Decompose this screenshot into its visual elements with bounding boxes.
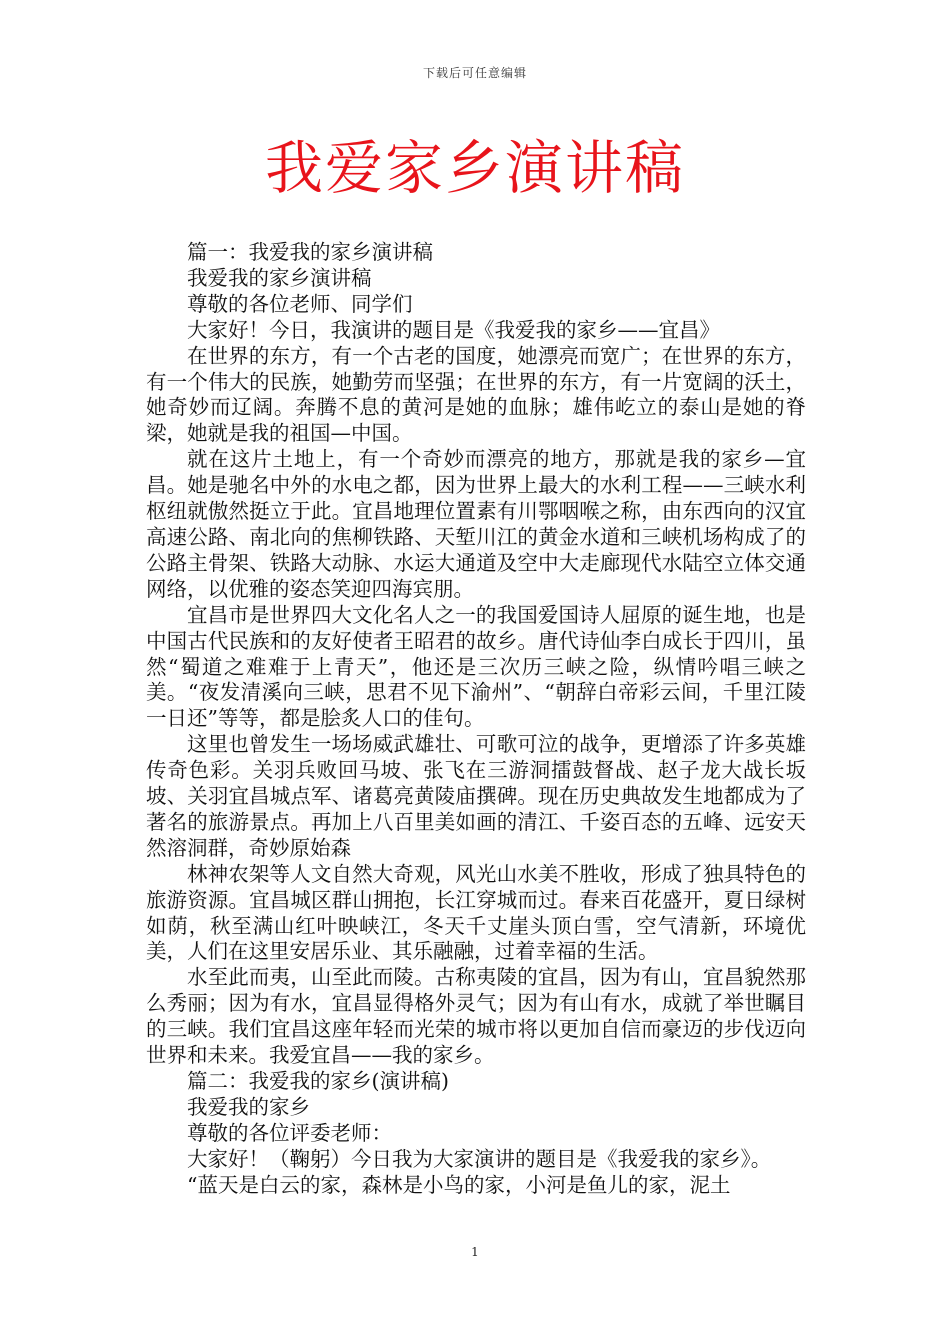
paragraph: 大家好！今日，我演讲的题目是《我爱我的家乡——宜昌》	[187, 317, 720, 342]
paragraph: 我爱我的家乡演讲稿	[187, 265, 372, 290]
document-title: 我爱家乡演讲稿	[264, 134, 685, 202]
paragraph: 篇二：我爱我的家乡(演讲稿)	[187, 1069, 449, 1093]
paragraph: 我爱我的家乡	[187, 1094, 310, 1119]
paragraph: 大家好！（鞠躬）今日我为大家演讲的题目是《我爱我的家乡》。	[187, 1146, 772, 1171]
paragraph: 这里也曾发生一场场威武雄壮、可歌可泣的战争，更增添了许多英雄传奇色彩。关羽兵败回马坡、张飞在三游洞擂鼓督战、赵子龙大战长坂坡、关羽宜昌城点军、诸葛亮黄陵庙撰碑。现在历史典故发生地都成为了著名的旅游景点。再加上八百里美如画的清江、千姿百态的五峰、远安天然溶洞群，奇妙原始森	[146, 732, 806, 860]
header-note: 下载后可任意编辑	[422, 66, 527, 80]
paragraph: 尊敬的各位老师、同学们	[187, 291, 413, 316]
paragraph: 篇一：我爱我的家乡演讲稿	[187, 240, 433, 264]
document-body	[146, 240, 806, 1199]
paragraph: 宜昌市是世界四大文化名人之一的我国爱国诗人屈原的诞生地，也是中国古代民族和的友好使者王昭君的故乡。唐代诗仙李白成长于四川，虽然“蜀道之难难于上青天”，他还是三次历三峡之险，纵情吟唱三峡之美。“夜发清溪向三峡，思君不见下渝州”、“朝辞白帝彩云间，千里江陵一日还”等等，都是脍炙人口的佳句。	[146, 602, 806, 731]
paragraph: 在世界的东方，有一个古老的国度，她漂亮而宽广；在世界的东方，有一个伟大的民族，她勤劳而坚强；在世界的东方，有一片宽阔的沃土，她奇妙而辽阔。奔腾不息的黄河是她的血脉；雄伟屹立的泰山是她的脊梁，她就是我的祖国—中国。	[146, 343, 806, 446]
paragraph: 林神农架等人文自然大奇观，风光山水美不胜收，形成了独具特色的旅游资源。宜昌城区群山拥抱，长江穿城而过。春来百花盛开，夏日绿树如荫，秋至满山红叶映峡江，冬天千丈崖头顶白雪，空气清新，环境优美，人们在这里安居乐业、其乐融融，过着幸福的生活。	[146, 861, 806, 964]
paragraph: 就在这片土地上，有一个奇妙而漂亮的地方，那就是我的家乡—宜昌。她是驰名中外的水电之都，因为世界上最大的水利工程——三峡水利枢纽就傲然挺立于此。宜昌地理位置素有川鄂咽喉之称，由东西向的汉宜高速公路、南北向的焦柳铁路、天堑川江的黄金水道和三峡机场构成了的公路主骨架、铁路大动脉、水运大通道及空中大走廊现代水陆空立体交通网络，以优雅的姿态笑迎四海宾朋。	[146, 447, 806, 601]
paragraph: 尊敬的各位评委老师：	[187, 1120, 392, 1145]
paragraph: “蓝天是白云的家，森林是小鸟的家，小河是鱼儿的家，泥土	[187, 1172, 731, 1197]
page-number: 1	[471, 1245, 479, 1259]
paragraph: 水至此而夷，山至此而陵。古称夷陵的宜昌，因为有山，宜昌貌然那么秀丽；因为有水，宜昌显得格外灵气；因为有山有水，成就了举世瞩目的三峡。我们宜昌这座年轻而光荣的城市将以更加自信而豪迈的步伐迈向世界和未来。我爱宜昌——我的家乡。	[146, 965, 806, 1068]
